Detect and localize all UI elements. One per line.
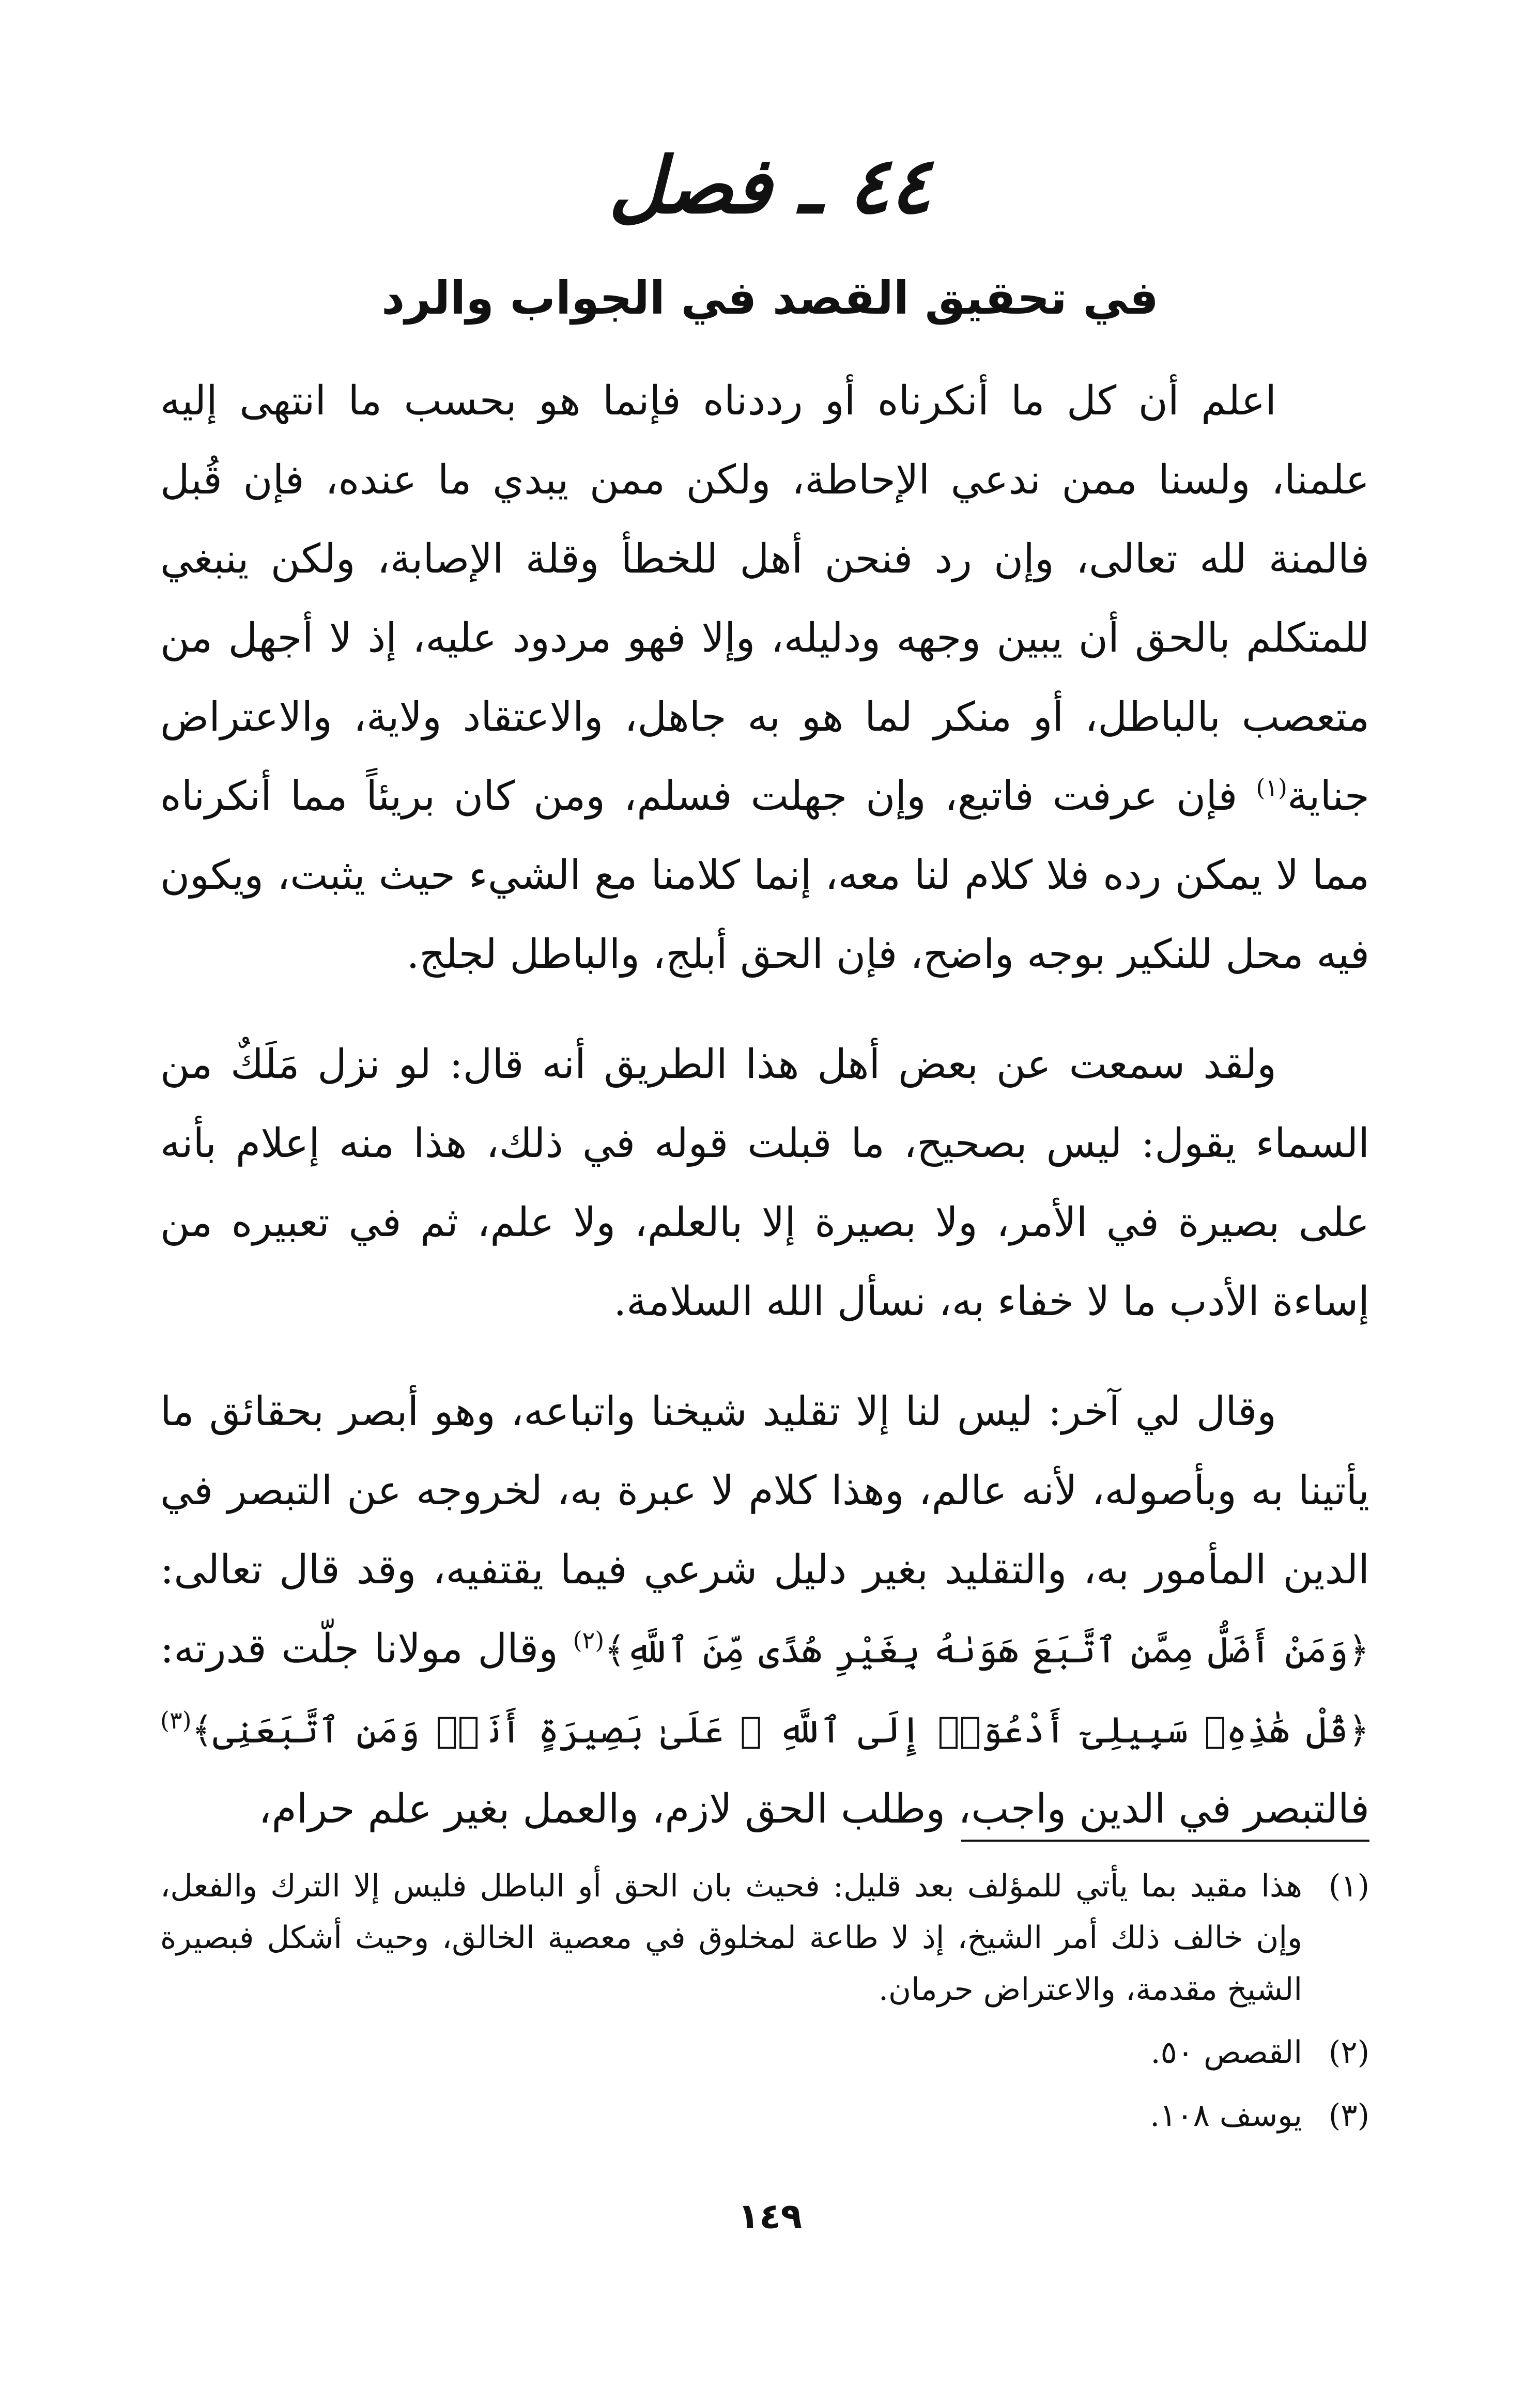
footnote-2 xyxy=(160,2027,1369,2078)
footnote-1-number: (١) xyxy=(1328,1868,1369,1904)
footnote-divider xyxy=(961,1840,1369,1842)
footnote-ref-2[interactable]: (٢) xyxy=(573,1626,605,1654)
footnote-1 xyxy=(160,1860,1369,2015)
main-text xyxy=(160,362,1369,1849)
paragraph-3-text-middle: وقال مولانا جلّت قدرته: xyxy=(160,1626,573,1672)
footnote-3-number: (٣) xyxy=(1328,2097,1369,2134)
footnote-ref-3[interactable]: (٣) xyxy=(160,1706,192,1734)
footnote-3-text: يوسف ١٠٨. xyxy=(1150,2097,1302,2134)
footnote-ref-1[interactable]: (١) xyxy=(1256,774,1287,801)
footnote-1-text: هذا مقيد بما يأتي للمؤلف بعد قليل: فحيث بان الحق أو الباطل فليس إلا الترك والفعل، وإن خالف ذلك أمر الشيخ، إذ لا طاعة لمخلوق في معصية الخالق، وحيث أشكل فبصيرة الشيخ مقدمة، والاعتراض حرمان. xyxy=(160,1868,1303,2008)
footnote-2-text: القصص ٥٠. xyxy=(1150,2034,1302,2071)
footnotes-section xyxy=(160,1860,1369,2153)
chapter-title: في تحقيق القصد في الجواب والرد xyxy=(381,271,1159,325)
chapter-number-heading: ٤٤ ـ فصل xyxy=(608,141,932,231)
footnote-3 xyxy=(160,2090,1369,2141)
paragraph-3 xyxy=(160,1372,1369,1849)
paragraph-3-text: وقال لي آخر: ليس لنا إلا تقليد شيخنا واتباعه، وهو أبصر بحقائق ما يأتينا به وبأصوله، لأنه عالم، وهذا كلام لا عبرة به، لخروجه عن التبصر في الدين المأمور به، والتقليد بغير دليل شرعي فيما يقتفيه، وقد قال تعالى: xyxy=(160,1388,1369,1593)
footnote-2-number: (٢) xyxy=(1328,2034,1369,2071)
paragraph-1-text: اعلم أن كل ما أنكرناه أو رددناه فإنما هو بحسب ما انتهى إليه علمنا، ولسنا ممن ندعي الإحاطة، ولكن ممن يبدي ما عنده، فإن قُبل فالمنة لله تعالى، وإن رد فنحن أهل للخطأ وقلة الإصابة، ولكن ينبغي للمتكلم بالحق أن يبين وجهه ودليله، وإلا فهو مردود عليه، إذ لا أجهل من متعصب بالباطل، أو منكر لما هو به جاهل، والاعتقاد ولاية، والاعتراض جناية xyxy=(160,378,1369,820)
paragraph-1 xyxy=(160,362,1369,994)
quran-verse-1: ﴿وَمَنْ أَضَلُّ مِمَّنِ ٱتَّبَعَ هَوَىٰهُ بِغَيْرِ هُدًى مِّنَ ٱللَّهِ﴾ xyxy=(604,1629,1370,1671)
quran-verse-2: ﴿قُلْ هَٰذِهِۦ سَبِيلِىٓ أَدْعُوٓا۟ إِلَى ٱللَّهِ ۚ عَلَىٰ بَصِيرَةٍ أَنَا۠ وَمَنِ ٱتَّبَعَنِى﴾ xyxy=(191,1709,1369,1751)
paragraph-2 xyxy=(160,1025,1369,1341)
page-number: ١٤٩ xyxy=(737,2196,803,2237)
paragraph-2-text: ولقد سمعت عن بعض أهل هذا الطريق أنه قال: لو نزل مَلَكٌ من السماء يقول: ليس بصحيح، ما قبلت قوله في ذلك، هذا منه إعلام بأنه على بصيرة في الأمر، ولا بصيرة إلا بالعلم، ولا علم، ثم في تعبيره من إساءة الأدب ما لا خفاء به، نسأل الله السلامة. xyxy=(160,1041,1369,1325)
paragraph-1-text-continued: فإن عرفت فاتبع، وإن جهلت فسلم، ومن كان بريئاً مما أنكرناه مما لا يمكن رده فلا كلام لنا معه، إنما كلامنا مع الشيء حيث يثبت، ويكون فيه محل للنكير بوجه واضح، فإن الحق أبلج، والباطل لجلج. xyxy=(160,773,1369,978)
paragraph-3-text-continued: فالتبصر في الدين واجب، وطلب الحق لازم، والعمل بغير علم حرام، xyxy=(258,1786,1369,1832)
